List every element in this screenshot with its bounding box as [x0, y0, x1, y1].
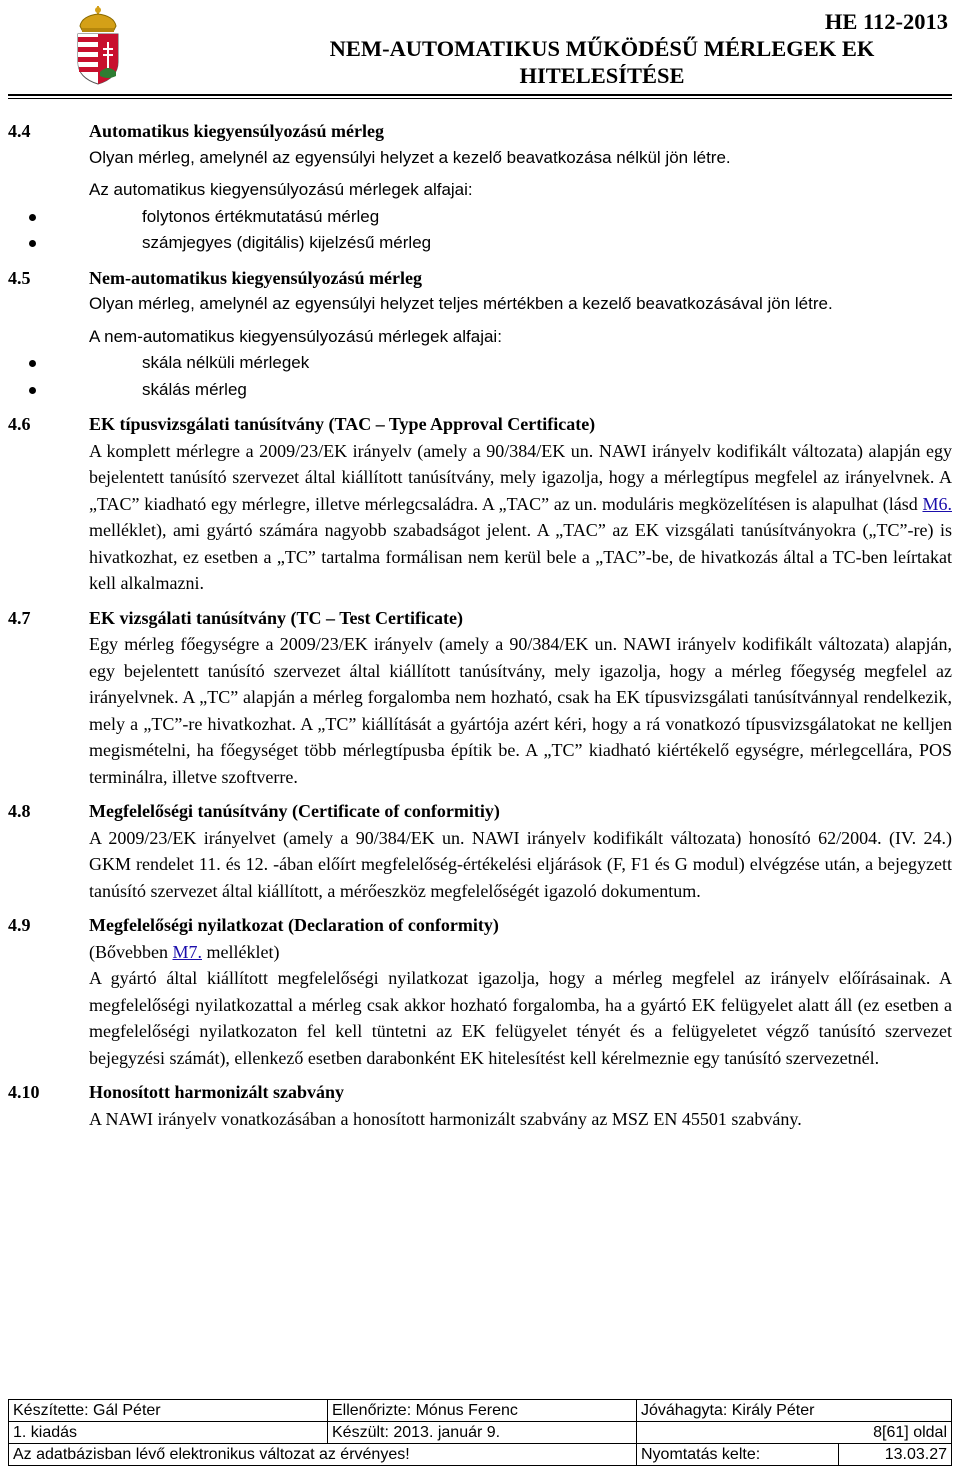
- section-4-5: [8, 265, 952, 404]
- annex-m6-link[interactable]: M6.: [922, 493, 952, 514]
- document-footer-table: [8, 1399, 952, 1466]
- print-date-label: Nyomtatás kelte:: [637, 1444, 839, 1466]
- section-heading: Megfelelőségi nyilatkozat (Declaration of conformity): [89, 915, 499, 935]
- section-heading: Nem-automatikus kiegyensúlyozású mérleg: [89, 267, 422, 288]
- definition-text: Olyan mérleg, amelynél az egyensúlyi helyzet a kezelő beavatkozása nélkül jön létre.: [89, 147, 731, 167]
- subtypes-intro: Az automatikus kiegyensúlyozású mérlegek alfajai:: [89, 180, 473, 199]
- section-text: A 2009/23/EK irányelvet (amely a 90/384/EK un. NAWI irányelv kodifikált változata) honosító 62/2004. (IV. 24.) GKM rendelet 11. és 12. -ában előírt megfelelőség-értékelési eljárások (F, F1 és G modul) elvégzése után, a bejegyzett tanúsító szervezet által kiállított, a mérőeszköz megfelelőségét igazoló dokumentum.: [89, 827, 952, 901]
- section-4-8: [8, 798, 952, 904]
- page-header: [8, 2, 952, 95]
- section-number: 4.8: [8, 801, 31, 821]
- validity-note: Az adatbázisban lévő elektronikus változat az érvényes!: [9, 1444, 637, 1466]
- subtypes-list: [89, 350, 952, 403]
- definition-text: Olyan mérleg, amelynél az egyensúlyi helyzet teljes mértékben a kezelő beavatkozásával jön létre.: [89, 294, 833, 313]
- list-item: számjegyes (digitális) kijelzésű mérleg: [8, 230, 952, 257]
- section-4-9: [8, 912, 952, 1071]
- section-number: 4.4: [8, 121, 31, 141]
- page-number: 8[61] oldal: [637, 1422, 952, 1444]
- section-4-6: [8, 411, 952, 597]
- list-item: skálás mérleg: [8, 377, 952, 404]
- list-item: folytonos értékmutatású mérleg: [8, 204, 952, 231]
- section-4-10: [8, 1079, 952, 1132]
- checked-by: Ellenőrizte: Mónus Ferenc: [328, 1400, 637, 1422]
- section-number: 4.7: [8, 607, 31, 628]
- section-heading: EK vizsgálati tanúsítvány (TC – Test Certificate): [89, 607, 463, 628]
- section-heading: Honosított harmonizált szabvány: [89, 1082, 345, 1102]
- section-4-7: [8, 605, 952, 791]
- document-title: [252, 8, 952, 89]
- section-number: 4.9: [8, 915, 31, 935]
- section-text: A NAWI irányelv vonatkozásában a honosított harmonizált szabvány az MSZ EN 45501 szabvány.: [89, 1108, 802, 1129]
- subtypes-list: [8, 204, 952, 257]
- section-4-4: [8, 118, 952, 257]
- section-number: 4.10: [8, 1082, 40, 1102]
- section-heading: Automatikus kiegyensúlyozású mérleg: [89, 121, 385, 141]
- header-rule-thin: [8, 98, 952, 99]
- section-number: 4.6: [8, 414, 31, 434]
- annex-reference: (Bővebben M7. melléklet): [89, 941, 280, 962]
- annex-m7-link[interactable]: M7.: [172, 941, 202, 962]
- list-item: skála nélküli mérlegek: [8, 350, 952, 377]
- hungarian-coat-of-arms-icon: [72, 4, 124, 86]
- section-heading: Megfelelőségi tanúsítvány (Certificate of conformitiy): [89, 801, 500, 821]
- section-heading: EK típusvizsgálati tanúsítvány (TAC – Type Approval Certificate): [89, 414, 596, 434]
- print-date: 13.03.27: [839, 1444, 952, 1466]
- title-line-2: HITELESÍTÉSE: [519, 63, 685, 88]
- created-date: Készült: 2013. január 9.: [328, 1422, 637, 1444]
- title-line-1: NEM-AUTOMATIKUS MŰKÖDÉSŰ MÉRLEGEK EK: [329, 36, 875, 61]
- section-number: 4.5: [8, 267, 31, 288]
- document-body: [8, 118, 952, 1132]
- approved-by: Jóváhagyta: Király Péter: [637, 1400, 952, 1422]
- section-text: A komplett mérlegre a 2009/23/EK irányelv (amely a 90/384/EK un. NAWI irányelv kodifikált változata) alapján egy bejelentett tanúsító szervezet által kiállított tanúsítvány, mely igazolja, hogy a mérlegtípus megfelel az irányelvnek. A „TAC” kiadható egy mérlegre, illetve mérlegcsaládra. A „TAC” az un. moduláris megközelítésen is alapulhat (lásd M6. melléklet), ami gyártó számára nagyobb szabadságot jelent. A „TAC” az EK vizsgálati tanúsítványokra („TC”-re) is hivatkozhat, ez esetben a „TC” tartalma formálisan nem kerül bele a „TAC”-be, de hivatkozás által a TC-ben leírtakat kell alkalmazni.: [89, 440, 952, 593]
- edition: 1. kiadás: [9, 1422, 328, 1444]
- header-rule: [8, 94, 952, 96]
- section-text: Egy mérleg főegységre a 2009/23/EK irányelv (amely a 90/384/EK un. NAWI irányelv kodifikált változata) alapján, egy bejelentett tanúsító szervezet által kiállított tanúsítvány, mely igazolja, hogy a mérleg főegység megfelel az irányelvnek. A „TC” alapján a mérleg forgalomba nem hozható, csak ha EK típusvizsgálati tanúsítvánnyal rendelkezik, mely a „TC”-re hivatkozhat. A „TC” kiállítását a gyártója azért kéri, hogy a rá vonatkozó típusvizsgálatokat ne kelljen megismételni, ha főegységet több mérlegtípusba építik be. A „TC” kiadható kiértékelő egységre, mérlegcellára, POS terminálra, illetve szoftverre.: [89, 634, 952, 787]
- section-text: A gyártó által kiállított megfelelőségi nyilatkozat igazolja, hogy a mérleg megfelel az irányelv előírásainak. A megfelelőségi nyilatkozattal a mérleg csak akkor hozható forgalomba, ha a gyártó EK felügyelet alatt áll (ez esetben a megfelelőségi nyilatkozaton fel kell tüntetni az EK felügyelet tényét és a felügyeletet végző tanúsító szervezet bejegyzési számát), ellenkező esetben darabonként EK hitelesítést kell kérelmeznie egy tanúsító szervezetnél.: [89, 968, 952, 1068]
- doc-code: HE 112-2013: [824, 9, 948, 34]
- subtypes-intro: A nem-automatikus kiegyensúlyozású mérlegek alfajai:: [89, 326, 502, 346]
- prepared-by: Készítette: Gál Péter: [9, 1400, 328, 1422]
